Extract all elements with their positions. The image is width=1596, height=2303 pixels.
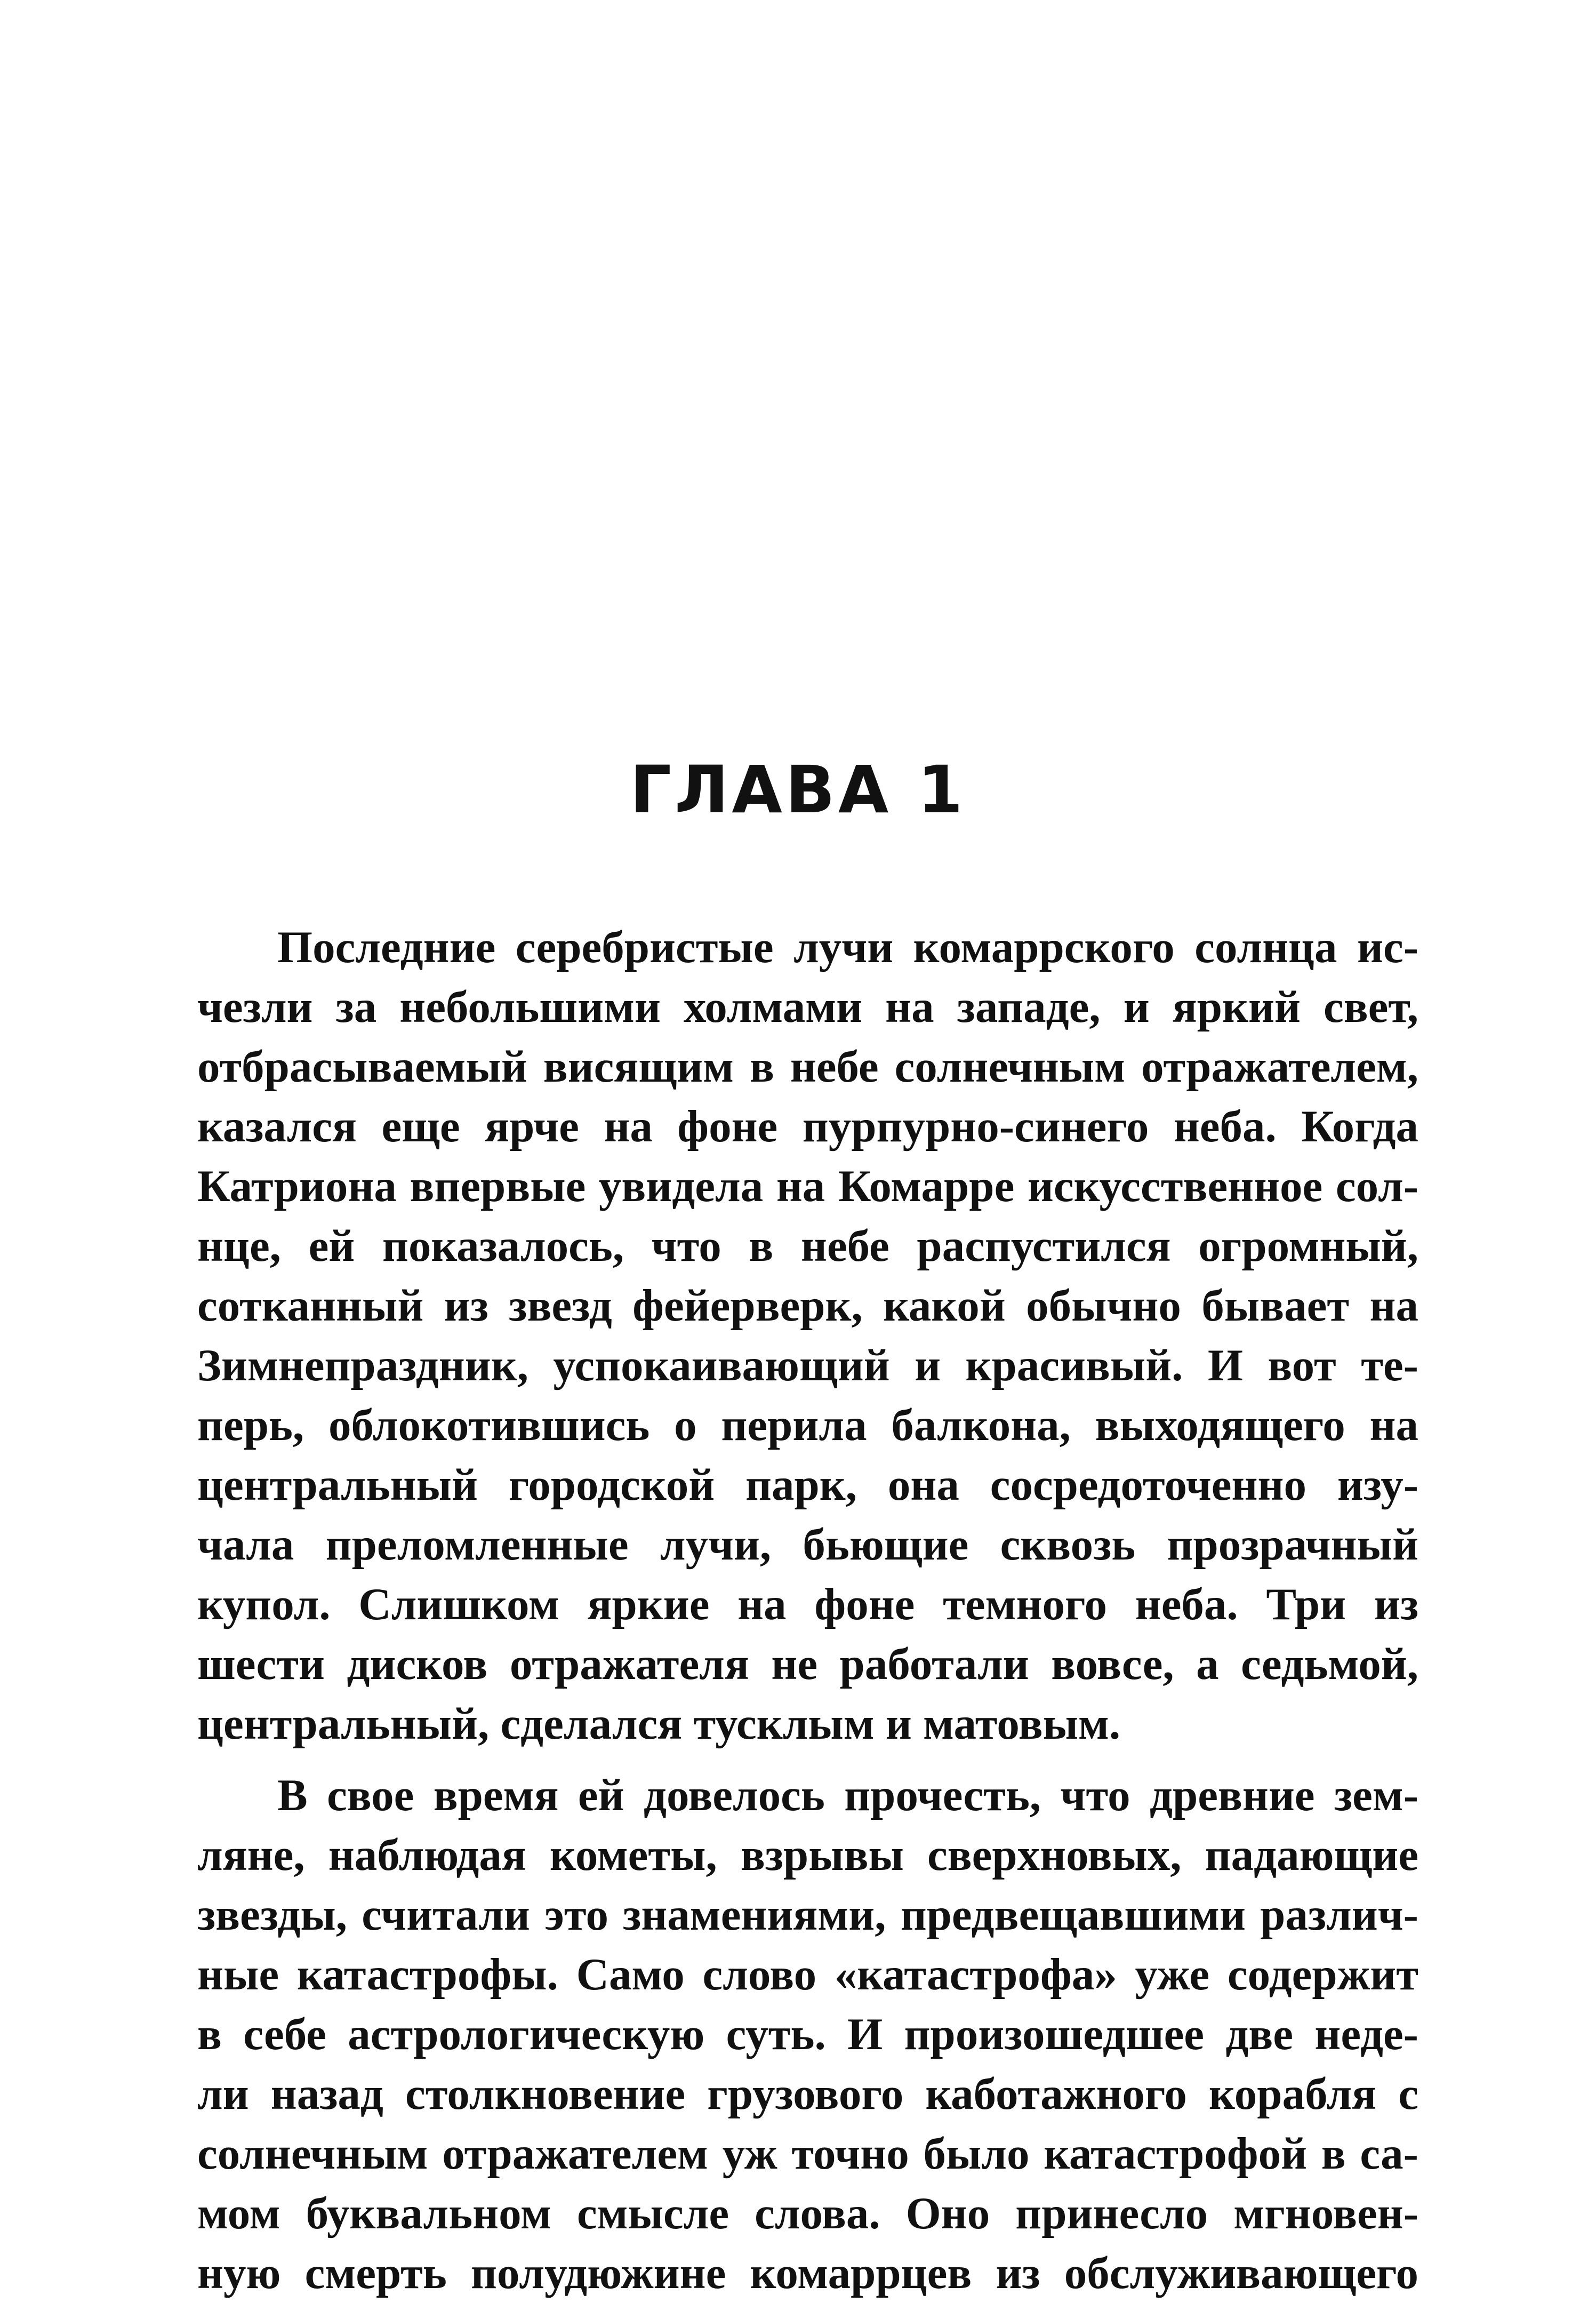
text-line: чезли за небольшими холмами на западе, и яркий свет, <box>197 982 1418 1032</box>
text-line: звезды, считали это знамениями, предвещавшими различ- <box>197 1890 1418 1940</box>
text-line: Последние серебристые лучи комаррского солнца ис- <box>277 922 1418 972</box>
text-line: ную смерть полудюжине комаррцев из обслуживающего <box>197 2248 1418 2298</box>
text-line: перь, облокотившись о перила балкона, выходящего на <box>197 1400 1418 1450</box>
text-line: Зимнепраздник, успокаивающий и красивый. И вот те- <box>197 1340 1418 1390</box>
text-line: В свое время ей довелось прочесть, что древние зем- <box>277 1770 1418 1820</box>
text-line: мом буквальном смысле слова. Оно принесло мгновен- <box>197 2188 1418 2238</box>
text-line: сотканный из звезд фейерверк, какой обычно бывает на <box>197 1281 1418 1331</box>
text-line: солнечным отражателем уж точно было катастрофой в са- <box>197 2129 1418 2179</box>
text-line: в себе астрологическую суть. И произошедшее две неде- <box>197 2009 1418 2059</box>
paragraph-gap <box>197 1754 1418 1765</box>
paragraph <box>197 917 1418 1754</box>
text-line: ляне, наблюдая кометы, взрывы сверхновых, падающие <box>197 1830 1418 1880</box>
text-line: ли назад столкновение грузового каботажного корабля с <box>197 2069 1418 2119</box>
text-line: купол. Слишком яркие на фоне темного неба. Три из <box>197 1579 1418 1629</box>
text-line: казался еще ярче на фоне пурпурно-синего неба. Когда <box>197 1101 1418 1152</box>
text-line: чала преломленные лучи, бьющие сквозь прозрачный <box>197 1520 1418 1570</box>
chapter-title: ГЛАВА 1 <box>630 752 966 828</box>
chapter-text <box>197 917 1418 2303</box>
text-line: Катриона впервые увидела на Комарре искусственное сол- <box>197 1161 1418 1211</box>
text-line: центральный, сделался тусклым и матовым. <box>197 1699 1121 1749</box>
text-line: ные катастрофы. Само слово «катастрофа» уже содержит <box>197 1949 1418 2000</box>
text-line: нце, ей показалось, что в небе распустился огромный, <box>197 1221 1418 1271</box>
text-line: центральный городской парк, она сосредоточенно изу- <box>197 1460 1418 1510</box>
text-line: шести дисков отражателя не работали вовсе, а седьмой, <box>197 1639 1418 1689</box>
text-line: отбрасываемый висящим в небе солнечным отражателем, <box>197 1042 1418 1092</box>
paragraph <box>197 1765 1418 2303</box>
